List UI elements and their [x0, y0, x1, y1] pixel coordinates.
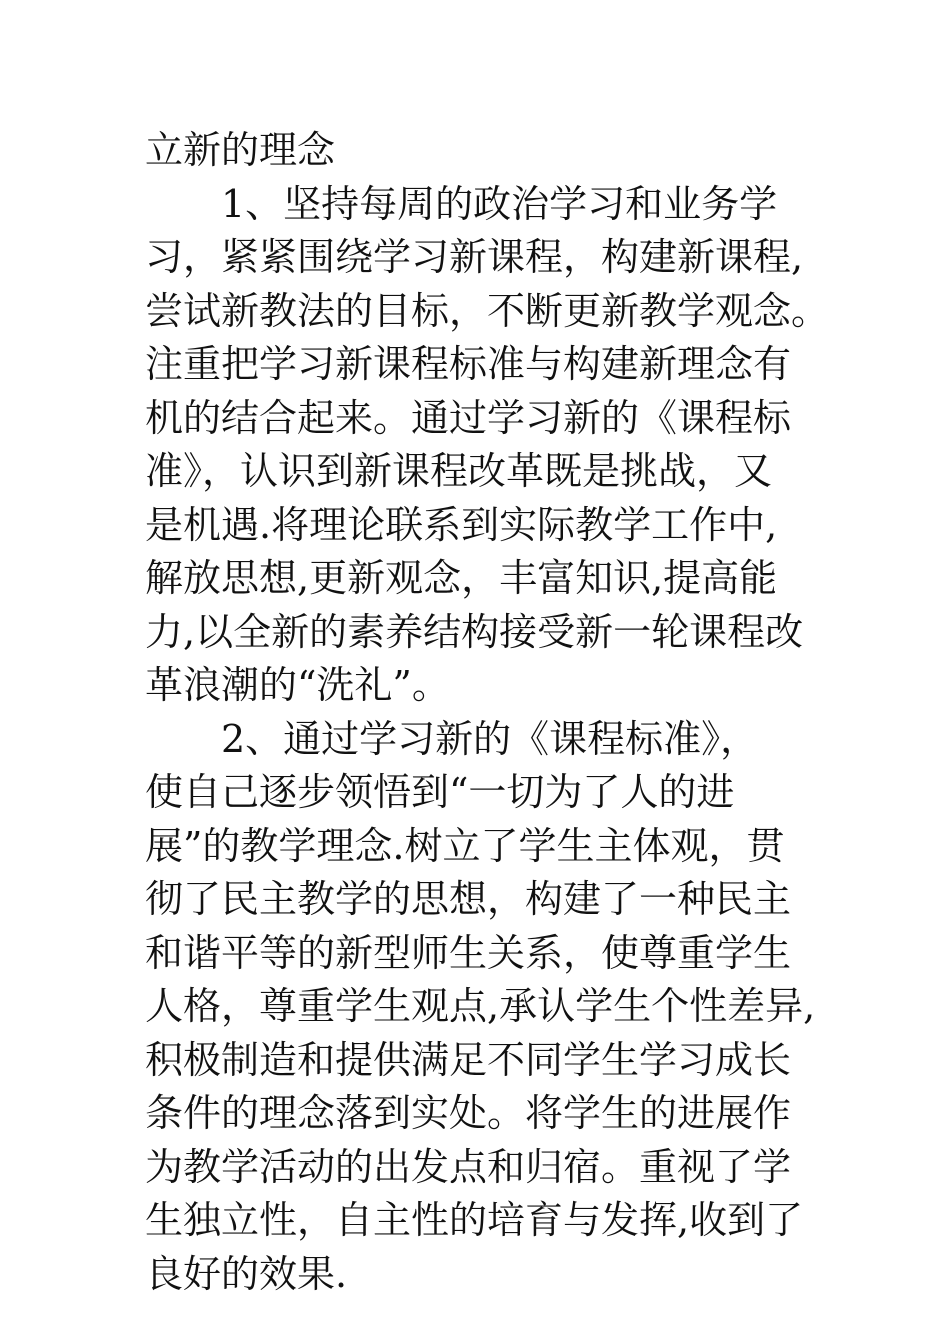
paragraph-2-line-6: 人格，尊重学生观点,承认学生个性差异, [145, 984, 816, 1028]
paragraph-2-line-1: 2、通过学习新的《课程标准》， [221, 716, 759, 761]
paragraph-1-line-2: 习，紧紧围绕学习新课程，构建新课程, [145, 235, 804, 279]
paragraph-2-line-2: 使自己逐步领悟到“一切为了人的进 [145, 770, 735, 814]
paragraph-2-line-3: 展”的教学理念.树立了学生主体观，贯 [145, 823, 785, 868]
paragraph-1-line-7: 是机遇.将理论联系到实际教学工作中, [145, 502, 778, 547]
paragraph-1-line-8: 解放思想,更新观念，丰富知识,提高能 [145, 556, 778, 600]
intro-line: 立新的理念 [145, 128, 336, 172]
paragraph-2-line-10: 生独立性，自主性的培育与发挥,收到了 [145, 1198, 804, 1242]
paragraph-2-line-8: 条件的理念落到实处。将学生的进展作 [145, 1091, 792, 1135]
paragraph-2-line-7: 积极制造和提供满足不同学生学习成长 [145, 1037, 792, 1082]
paragraph-2-line-11: 良好的效果. [145, 1251, 348, 1296]
paragraph-2-line-4: 彻了民主教学的思想，构建了一种民主 [145, 877, 792, 921]
paragraph-2 [145, 713, 825, 1302]
paragraph-1-line-4: 注重把学习新课程标准与构建新理念有 [145, 342, 792, 386]
paragraph-1 [145, 178, 830, 713]
document-body [145, 124, 830, 1301]
paragraph-2-line-9: 为教学活动的出发点和归宿。重视了学 [145, 1144, 792, 1189]
paragraph-1-line-6: 准》，认识到新课程改革既是挑战，又 [145, 449, 773, 493]
paragraph-1-line-1: 1、坚持每周的政治学习和业务学 [221, 181, 778, 226]
paragraph-1-line-5: 机的结合起来。通过学习新的《课程标 [145, 395, 792, 440]
paragraph-1-line-9: 力,以全新的素养结构接受新一轮课程改 [145, 609, 804, 654]
paragraph-2-line-5: 和谐平等的新型师生关系，使尊重学生 [145, 930, 792, 975]
paragraph-1-line-10: 革浪潮的“洗礼”。 [145, 663, 450, 707]
paragraph-1-line-3: 尝试新教法的目标，不断更新教学观念。 [145, 288, 830, 333]
